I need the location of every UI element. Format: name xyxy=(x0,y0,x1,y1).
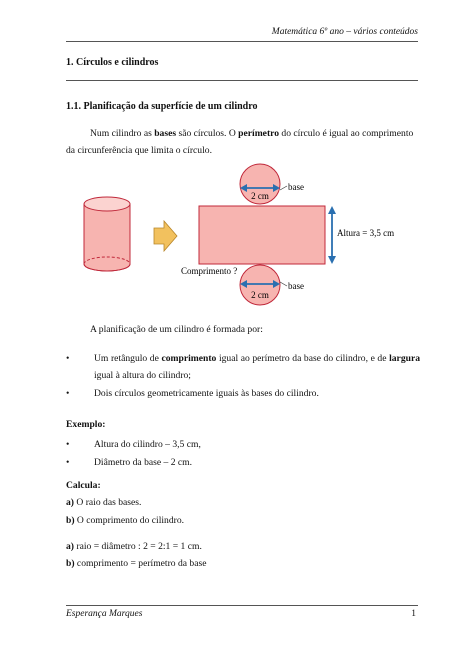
header-rule xyxy=(66,41,418,42)
subsection-title: 1.1. Planificação da superfície de um cilindro xyxy=(66,101,258,112)
exercise-b: b) O comprimento do cilindro. xyxy=(66,515,185,526)
bullet-icon: • xyxy=(66,388,70,399)
lateral-rectangle xyxy=(199,206,325,264)
cylinder-net-figure xyxy=(66,160,420,310)
bullet-icon: • xyxy=(66,353,70,364)
answer-b: b) comprimento = perímetro da base xyxy=(66,558,207,569)
answer-a: a) raio = diâmetro : 2 = 2:1 = 1 cm. xyxy=(66,541,202,552)
bullet-icon: • xyxy=(66,439,70,450)
footer-rule xyxy=(66,605,418,606)
section-rule xyxy=(66,80,418,81)
cylinder-illustration xyxy=(84,197,130,271)
bottom-diameter-label: 2 cm xyxy=(251,290,269,300)
section-title: 1. Círculos e cilindros xyxy=(66,57,159,68)
cylinder-top xyxy=(84,197,130,211)
top-diameter-label: 2 cm xyxy=(251,191,269,201)
bullet-icon: • xyxy=(66,457,70,468)
height-label: Altura = 3,5 cm xyxy=(337,228,395,238)
footer-author: Esperança Marques xyxy=(66,609,143,619)
list-item: • Um retângulo de comprimento igual ao perímetro da base do cilindro, e de largura igual à altura do cilindro; xyxy=(66,353,421,381)
exercise-a: a) O raio das bases. xyxy=(66,497,142,508)
top-base-label: base xyxy=(288,182,304,192)
net-intro: A planificação de um cilindro é formada por: xyxy=(90,324,263,335)
length-label: Comprimento ? xyxy=(181,266,238,276)
page-number: 1 xyxy=(411,609,416,619)
example-title: Exemplo: xyxy=(66,419,106,430)
block-arrow-icon xyxy=(154,221,177,251)
running-header: Matemática 6º ano – vários conteúdos xyxy=(271,27,418,37)
bottom-base-label: base xyxy=(288,281,304,291)
exercise-title: Calcula: xyxy=(66,480,101,491)
intro-paragraph: Num cilindro as bases são círculos. O perímetro do círculo é igual ao comprimento da circunferência que limita o círculo. xyxy=(66,128,414,156)
